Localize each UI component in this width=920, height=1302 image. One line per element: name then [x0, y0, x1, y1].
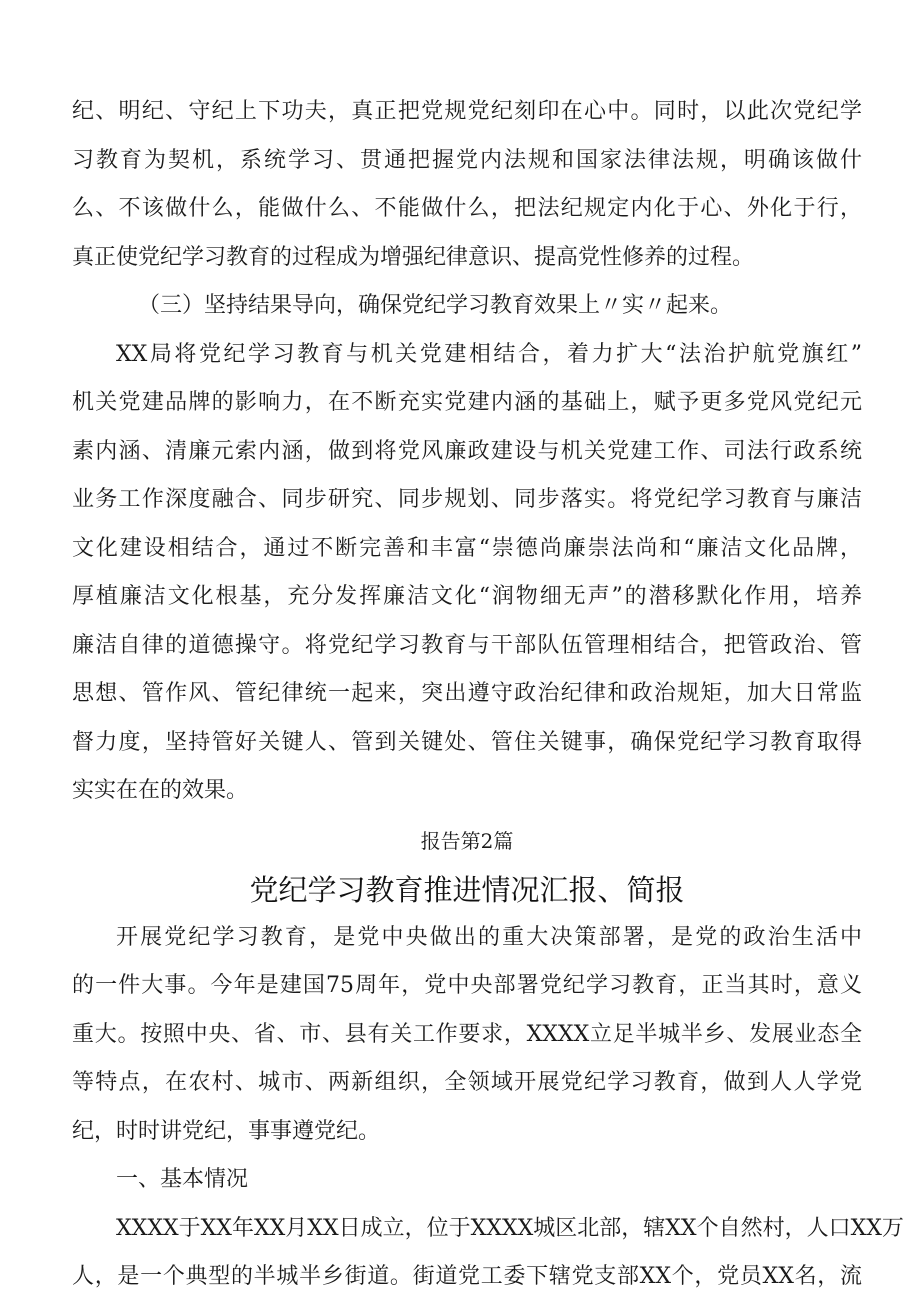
- text-line: 实实在在的效果。: [72, 778, 249, 803]
- text-line: 廉洁自律的道德操守。将党纪学习教育与干部队伍管理相结合，把管政治、管: [72, 632, 862, 658]
- text-line: 的一件大事。今年是建国75周年，党中央部署党纪学习教育，正当其时，意义: [72, 973, 862, 998]
- text-line: 思想、管作风、管纪律统一起来，突出遵守政治纪律和政治规矩，加大日常监: [72, 681, 862, 706]
- text-line: 厚植廉洁文化根基，充分发挥廉洁文化“润物细无声”的潜移默化作用，培养: [72, 584, 862, 609]
- text-line: 纪、明纪、守纪上下功夫，真正把党规党纪刻印在心中。同时，以此次党纪学: [72, 99, 862, 124]
- paragraph-bureau: [72, 331, 862, 816]
- text-line: 文化建设相结合，通过不断完善和丰富“崇德尚廉崇法尚和“廉洁文化品牌，: [72, 535, 862, 561]
- text-line: 么、不该做什么，能做什么、不能做什么，把法纪规定内化于心、外化于行，: [72, 196, 862, 221]
- text-line: 开展党纪学习教育，是党中央做出的重大决策部署，是党的政治生活中: [116, 924, 862, 950]
- paragraph-intro: [72, 914, 862, 1157]
- paragraph-continued: [72, 88, 862, 282]
- text-line: XXXX于XX年XX月XX日成立，位于XXXX城区北部，辖XX个自然村，人口XX万: [116, 1215, 904, 1241]
- section-1-heading: 一、基本情况: [116, 1167, 249, 1192]
- text-line: 等特点，在农村、城市、两新组织，全领域开展党纪学习教育，做到人人学党: [72, 1070, 862, 1095]
- text-line: 人，是一个典型的半城半乡街道。街道党工委下辖党支部XX个，党员XX名，流: [72, 1264, 862, 1289]
- report-label: 报告第2篇: [420, 828, 514, 853]
- text-line: 重大。按照中央、省、市、县有关工作要求，XXXX立足半城半乡、发展业态全: [72, 1021, 862, 1047]
- document-title: 党纪学习教育推进情况汇报、简报: [249, 872, 685, 907]
- text-line: XX局将党纪学习教育与机关党建相结合，着力扩大“法治护航党旗红”: [116, 341, 862, 367]
- document-page: [72, 88, 904, 1302]
- text-line: 业务工作深度融合、同步研究、同步规划、同步落实。将党纪学习教育与廉洁: [72, 487, 862, 512]
- text-line: 习教育为契机，系统学习、贯通把握党内法规和国家法律法规，明确该做什: [72, 147, 862, 173]
- text-line: 纪，时时讲党纪，事事遵党纪。: [72, 1118, 381, 1144]
- text-line: 机关党建品牌的影响力，在不断充实党建内涵的基础上，赋予更多党风党纪元: [72, 390, 862, 415]
- text-line: 素内涵、清廉元索内涵，做到将党风廉政建设与机关党建工作、司法行政系统: [72, 438, 862, 464]
- paragraph-basic: [72, 1205, 904, 1302]
- subheading-3: （三）坚持结果导向，确保党纪学习教育效果上〃实〃起来。: [138, 293, 733, 318]
- text-line: 督力度，坚持管好关键人、管到关键处、管住关键事，确保党纪学习教育取得: [72, 729, 862, 755]
- text-line: 真正使党纪学习教育的过程成为增强纪律意识、提高党性修养的过程。: [72, 244, 755, 270]
